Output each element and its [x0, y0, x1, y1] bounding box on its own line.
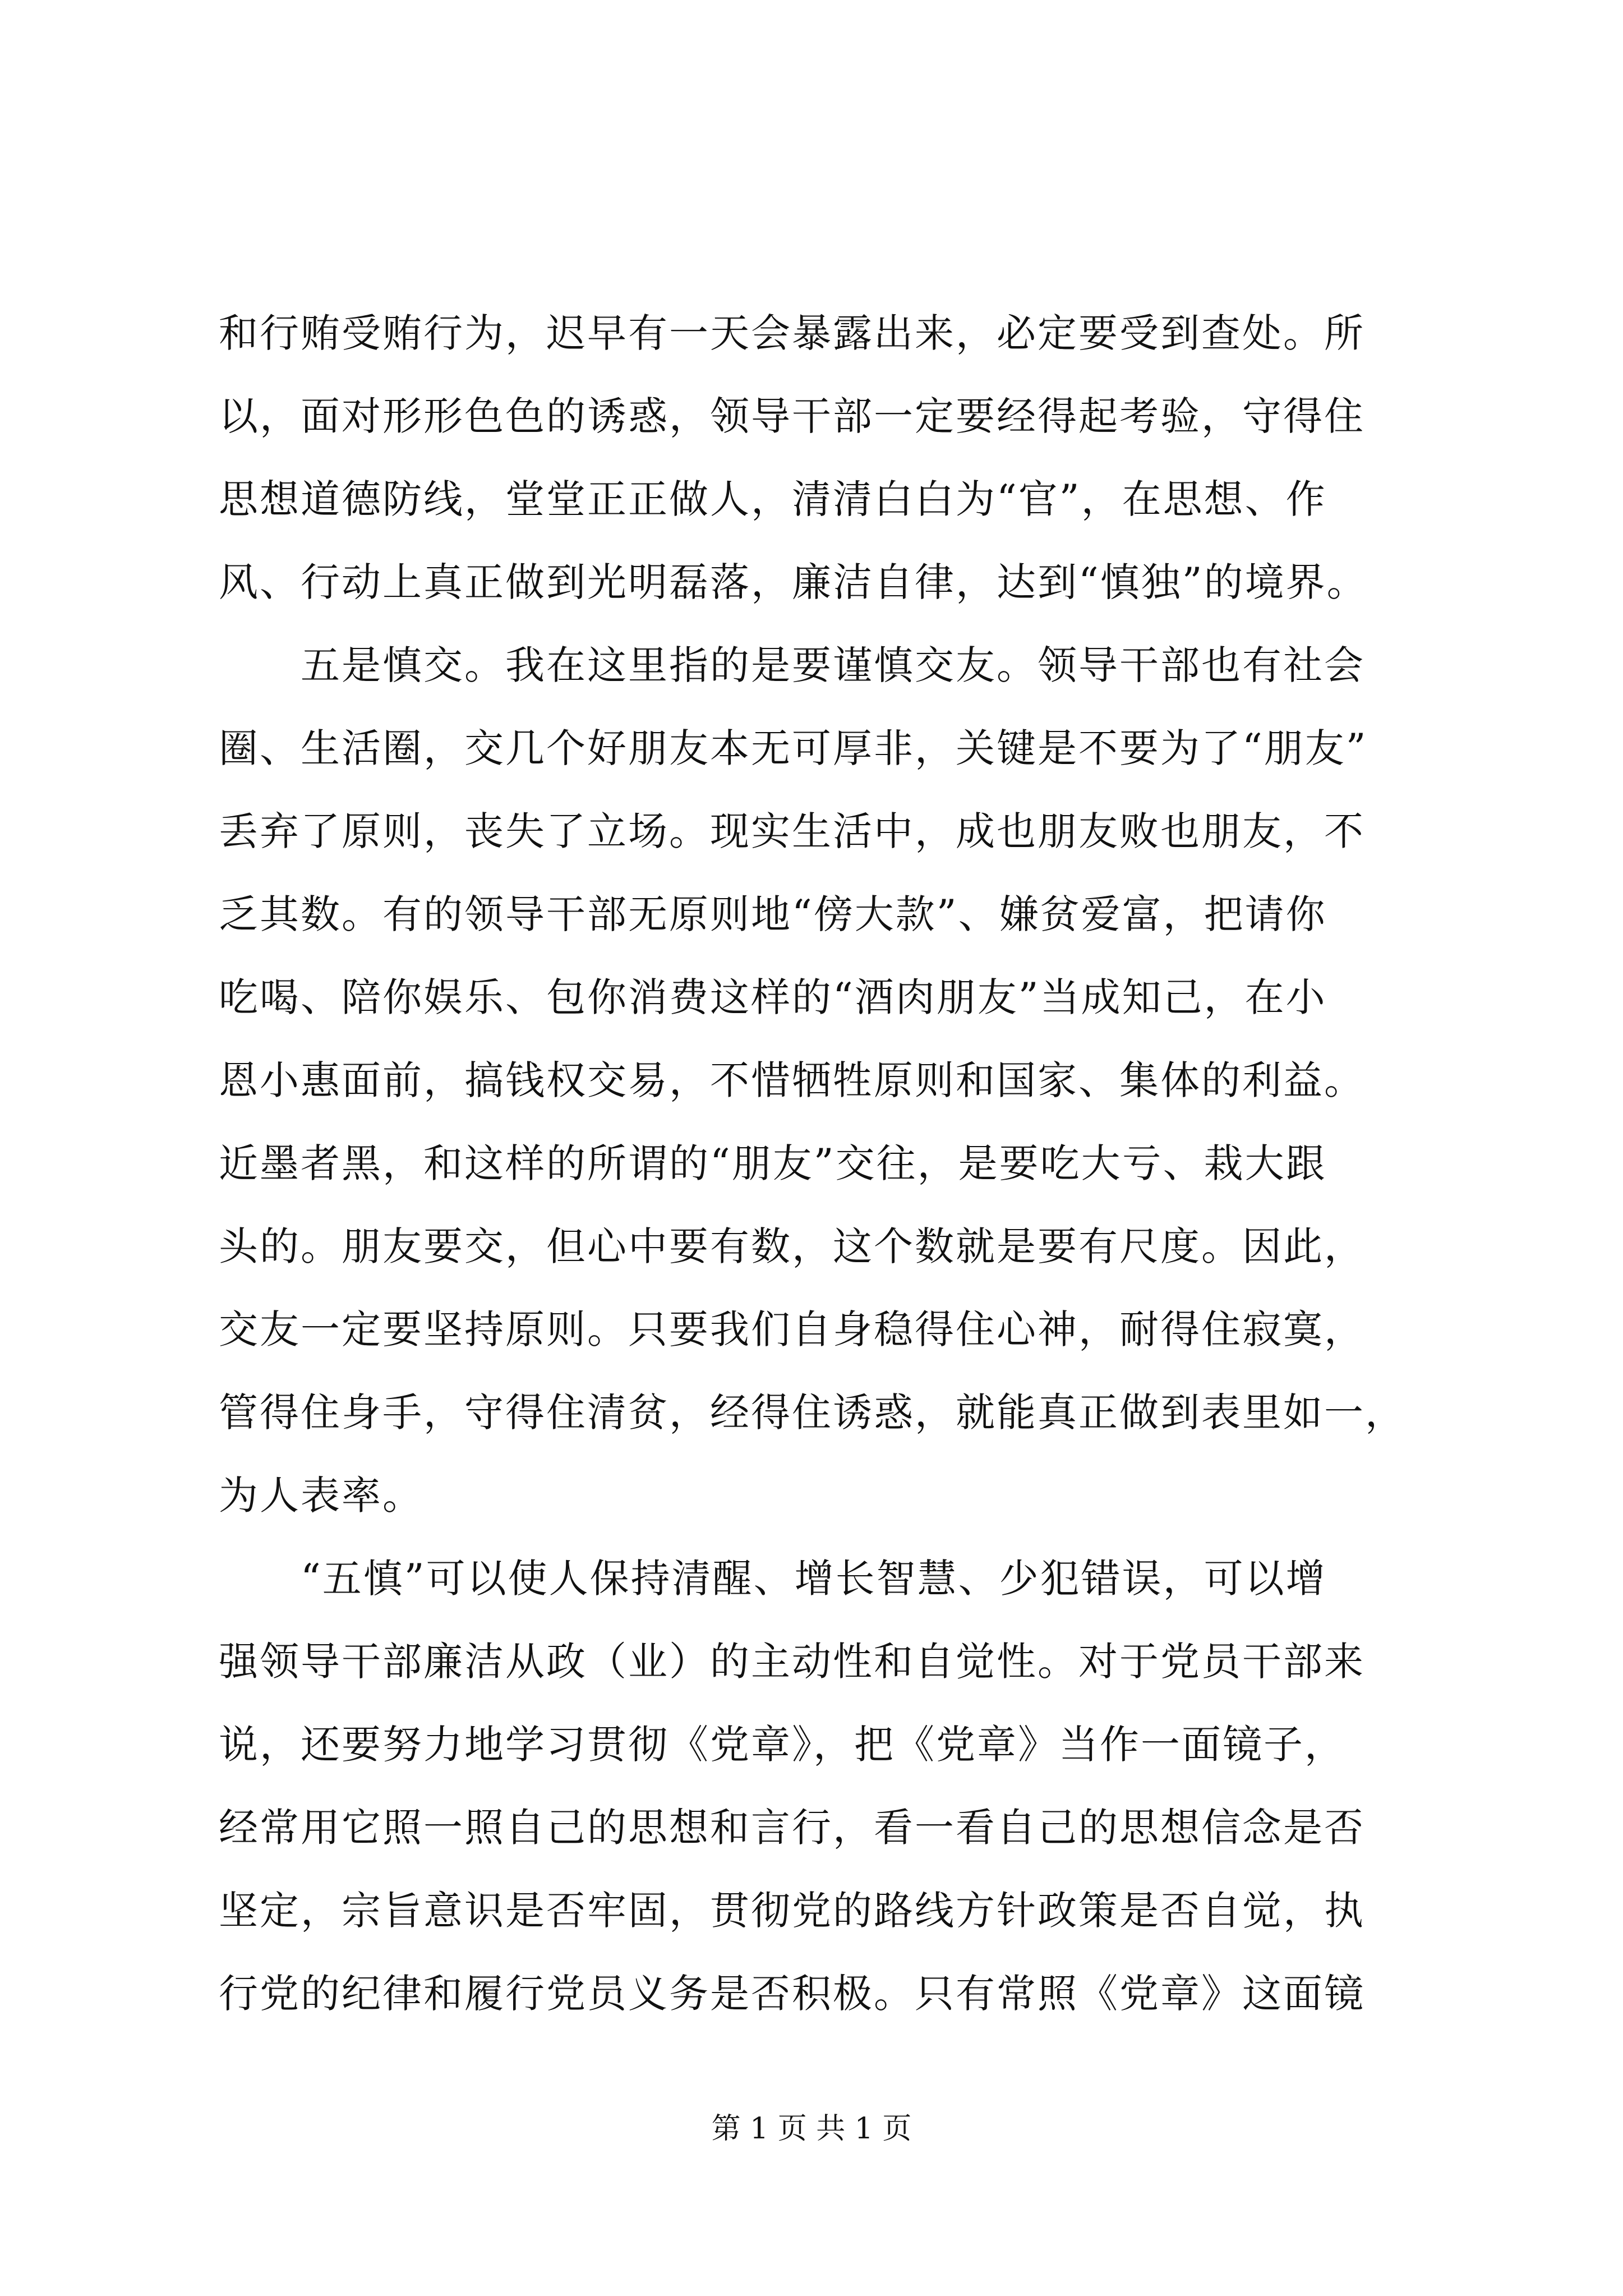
text-line: 管得住身手，守得住清贫，经得住诱惑，就能真正做到表里如一，: [219, 1389, 1406, 1435]
text-line: 丢弃了原则，丧失了立场。现实生活中，成也朋友败也朋友，不: [219, 808, 1365, 854]
text-line: 坚定，宗旨意识是否牢固，贯彻党的路线方针政策是否自觉，执: [219, 1888, 1365, 1934]
page-number-label: 第 1 页 共 1 页: [711, 2112, 912, 2146]
text-line: 经常用它照一照自己的思想和言行，看一看自己的思想信念是否: [219, 1805, 1365, 1851]
text-line: 以，面对形形色色的诱惑，领导干部一定要经得起考验，守得住: [219, 393, 1365, 439]
text-line: 行党的纪律和履行党员义务是否积极。只有常照《党章》这面镜: [219, 1971, 1365, 2017]
text-line: 思想道德防线，堂堂正正做人，清清白白为“官”，在思想、作: [219, 476, 1327, 522]
paragraph-start-line: 五是慎交。我在这里指的是要谨慎交友。领导干部也有社会: [219, 642, 1365, 688]
text-line: 强领导干部廉洁从政（业）的主动性和自觉性。对于党员干部来: [219, 1639, 1365, 1685]
document-body: [219, 292, 1408, 2035]
text-line: 圈、生活圈，交几个好朋友本无可厚非，关键是不要为了“朋友”: [219, 725, 1368, 771]
text-line: 近墨者黑，和这样的所谓的“朋友”交往，是要吃大亏、栽大跟: [219, 1140, 1327, 1186]
page-footer: [0, 2109, 1623, 2148]
text-line: 风、行动上真正做到光明磊落，廉洁自律，达到“慎独”的境界。: [219, 559, 1368, 605]
text-line: 恩小惠面前，搞钱权交易，不惜牺牲原则和国家、集体的利益。: [219, 1057, 1365, 1103]
text-line: 交友一定要坚持原则。只要我们自身稳得住心神，耐得住寂寞，: [219, 1306, 1365, 1352]
text-line: 头的。朋友要交，但心中要有数，这个数就是要有尺度。因此，: [219, 1223, 1365, 1269]
text-line: 乏其数。有的领导干部无原则地“傍大款”、嫌贫爱富，把请你: [219, 891, 1327, 937]
text-line: 为人表率。: [219, 1473, 423, 1519]
text-line: 和行贿受贿行为，迟早有一天会暴露出来，必定要受到查处。所: [219, 310, 1365, 356]
text-line: 说，还要努力地学习贯彻《党章》，把《党章》当作一面镜子，: [219, 1722, 1345, 1768]
text-line: 吃喝、陪你娱乐、包你消费这样的“酒肉朋友”当成知己，在小: [219, 974, 1327, 1020]
paragraph-start-line: “五慎”可以使人保持清醒、增长智慧、少犯错误，可以增: [219, 1556, 1327, 1602]
